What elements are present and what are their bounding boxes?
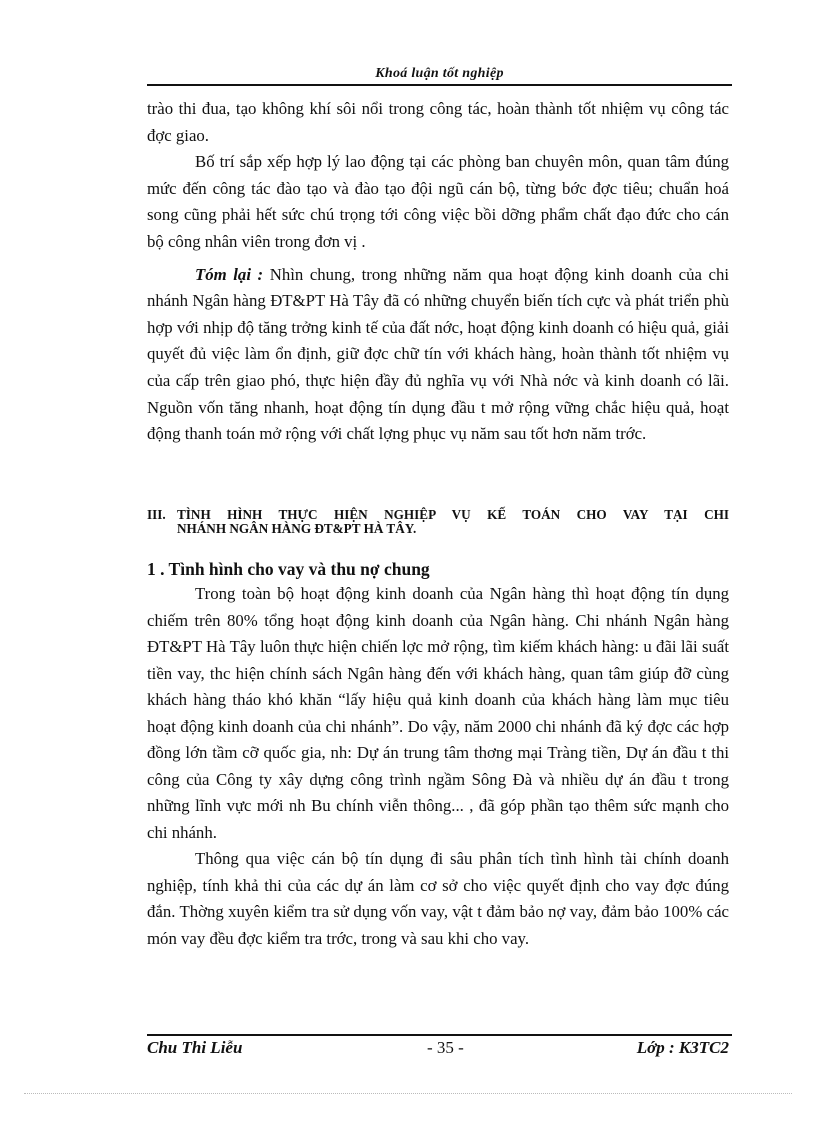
section-title-line2: NHÁNH NGÂN HÀNG ĐT&PT HÀ TÂY.	[177, 520, 417, 536]
paragraph-credit-activity: Trong toàn bộ hoạt động kinh doanh của Ngân hàng thì hoạt động tín dụng chiếm trên 80% tổng hoạt động kinh doanh của Ngân hàng. Chi nhánh Ngân hàng ĐT&PT Hà Tây luôn thực hiện chiến lợc mở rộng, tìm kiếm khách hàng: u đãi lãi suất tiền vay, thc hiện chính sách Ngân hàng đến với khách hàng, quan tâm giúp đỡ cùng khách hàng tháo khó khăn “lấy hiệu quả kinh doanh của khách hàng làm mục tiêu hoạt động kinh doanh của chi nhánh”. Do vậy, năm 2000 chi nhánh đã ký đợc các hợp đồng lớn tầm cỡ quốc gia, nh: Dự án trung tâm thơng mại Tràng tiền, Dự án đầu t thi công của Công ty xây dựng công trình ngầm Sông Đà và nhiều dự án đầu t trong những lĩnh vực mới nh Bu chính viễn thông... , đã góp phần tạo thêm sức mạnh cho chi nhánh.	[147, 584, 729, 842]
paragraph-staff-arrangement: Bố trí sắp xếp hợp lý lao động tại các phòng ban chuyên môn, quan tâm đúng mức đến công tác đào tạo và đào tạo đội ngũ cán bộ, từng bớc đợc tiêu; chuẩn hoá song cũng phải hết sức chú trọng tới công việc bồi dỡng phẩm chất đạo đức cho cán bộ công nhân viên trong đơn vị .	[147, 152, 729, 251]
page-bottom-divider	[24, 1093, 792, 1094]
page-header: Khoá luận tốt nghiệp	[375, 66, 504, 81]
header-rule	[147, 84, 732, 86]
footer-rule	[147, 1034, 732, 1036]
paragraph-credit-analysis: Thông qua việc cán bộ tín dụng đi sâu phân tích tình hình tài chính doanh nghiệp, tính khả thi của các dự án làm cơ sở cho việc quyết định cho vay đợc đúng đắn. Thờng xuyên kiểm tra sử dụng vốn vay, vật t đảm bảo nợ vay, đảm bảo 100% các món vay đều đợc kiểm tra trớc, trong và sau khi cho vay.	[147, 849, 729, 948]
section-number: III.	[147, 507, 166, 522]
body-text-top	[147, 96, 729, 448]
section-heading	[147, 508, 729, 535]
section-heading-line1	[147, 508, 729, 522]
page-footer	[147, 1038, 729, 1062]
paragraph-summary	[147, 262, 729, 448]
body-text-bottom	[147, 581, 729, 952]
subsection-heading: 1 . Tình hình cho vay và thu nợ chung	[147, 559, 430, 579]
summary-lead: Tóm lại :	[195, 264, 264, 284]
paragraph-continuation: trào thi đua, tạo không khí sôi nổi trong công tác, hoàn thành tốt nhiệm vụ công tác đợc giao.	[147, 99, 729, 145]
footer-class-label: Lớp : K3TC2	[636, 1038, 729, 1057]
footer-author: Chu Thi Liễu	[147, 1038, 243, 1057]
summary-text: Nhìn chung, trong những năm qua hoạt động kinh doanh của chi nhánh Ngân hàng ĐT&PT Hà Tây đã có những chuyển biến tích cực và phát triển phù hợp với nhịp độ tăng trởng kinh tế của đất nớc, hoạt động kinh doanh có hiệu quả, giải quyết đủ việc làm ổn định, giữ đợc chữ tín với khách hàng, hoàn thành tốt nhiệm vụ của cấp trên giao phó, thực hiện đầy đủ nghĩa vụ với Nhà nớc và kinh doanh có lãi. Nguồn vốn tăng nhanh, hoạt động tín dụng đầu t mở rộng vững chắc hiệu quả, hoạt động thanh toán mở rộng với chất lợng phục vụ năm sau tốt hơn năm trớc.	[147, 264, 730, 444]
section-title-line1: TÌNH HÌNH THỰC HIỆN NGHIỆP VỤ KẾ TOÁN CHO VAY TẠI CHI	[177, 507, 729, 522]
footer-page-number: - 35 -	[427, 1038, 464, 1057]
